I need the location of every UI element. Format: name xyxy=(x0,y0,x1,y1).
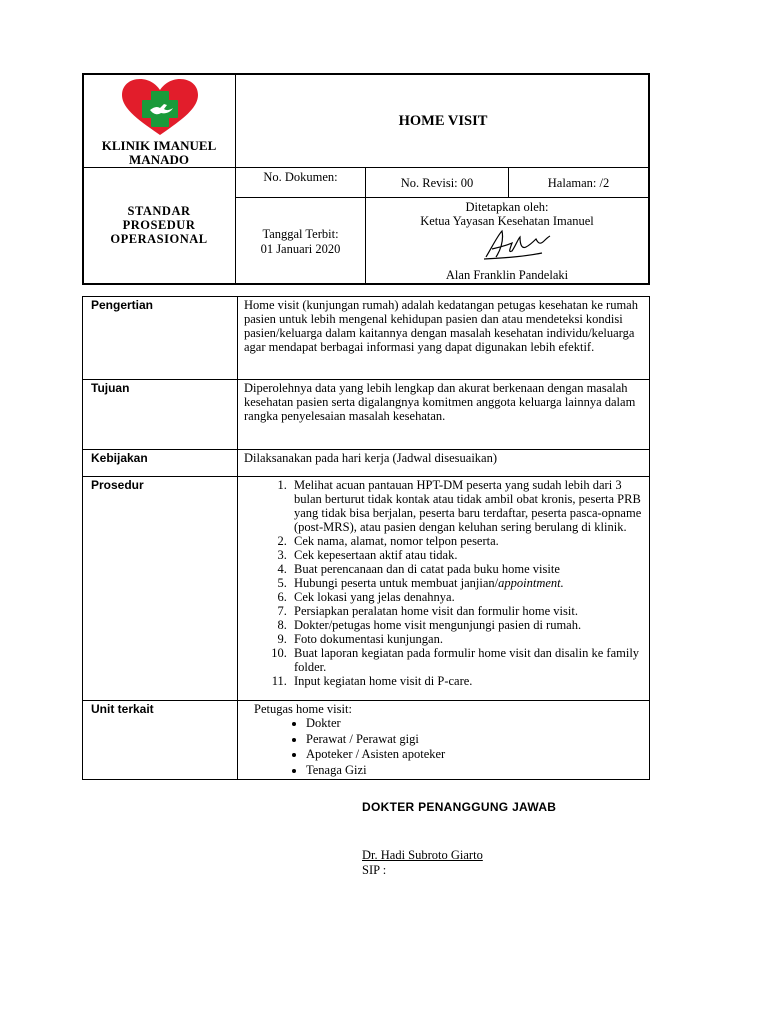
section-label-unit-terkait: Unit terkait xyxy=(83,701,238,780)
section-text-pengertian: Home visit (kunjungan rumah) adalah kedatangan petugas kesehatan ke rumah pasien untuk lebih mengenal kehidupan pasien dan atau mendeteksi kondisi pasien/keluarga dalam kaitannya dengan masalah kesehatan individu/keluarga agar mendapat berbagai informasi yang dapat digunakan lebih efektif. xyxy=(238,297,650,380)
unit-intro: Petugas home visit: xyxy=(254,702,352,716)
section-label-pengertian: Pengertian xyxy=(83,297,238,380)
step-text: Hubungi peserta untuk membuat janjian/ xyxy=(294,576,499,590)
list-item: 1. Melihat acuan pantauan HPT-DM peserta yang sudah lebih dari 3 bulan berturut tidak kontak atau tidak ambil obat kronis, peserta PRB yang tidak bisa berjalan, peserta baru terdaftar, peserta pasca-opname (post-MRS), atau pasien dengan keluhan sering berulang di klinik. xyxy=(290,478,643,534)
doctor-name: Dr. Hadi Subroto Giarto xyxy=(362,848,483,862)
list-item: 3. Cek kepesertaan aktif atau tidak. xyxy=(290,548,643,562)
clinic-name-line1: KLINIK IMANUEL xyxy=(101,138,217,153)
list-item: 11. Input kegiatan home visit di P-care. xyxy=(290,674,643,688)
section-unit-terkait xyxy=(238,701,650,780)
signer-name: Alan Franklin Pandelaki xyxy=(445,268,569,282)
tanggal-terbit-value: 01 Januari 2020 xyxy=(260,242,341,256)
table-row xyxy=(83,297,650,380)
unit-list xyxy=(244,716,643,778)
sop-content-table xyxy=(82,296,650,780)
list-item: • Dokter xyxy=(306,716,643,732)
no-dokumen-label: No. Dokumen: xyxy=(263,170,338,184)
list-item: • Perawat / Perawat gigi xyxy=(306,732,643,748)
ditetapkan-label: Ditetapkan oleh: xyxy=(465,200,549,214)
section-label-prosedur: Prosedur xyxy=(83,477,238,701)
document-header xyxy=(82,73,650,285)
footer-title: DOKTER PENANGGUNG JAWAB xyxy=(362,800,557,814)
list-item xyxy=(290,576,643,590)
list-item: 7. Persiapkan peralatan home visit dan formulir home visit. xyxy=(290,604,643,618)
header-row-divider-2 xyxy=(236,197,648,198)
list-item: 2. Cek nama, alamat, nomor telpon peserta. xyxy=(290,534,643,548)
clinic-logo xyxy=(120,79,200,137)
table-row xyxy=(83,701,650,780)
no-revisi: No. Revisi: 00 xyxy=(400,176,474,190)
list-item: • Apoteker / Asisten apoteker xyxy=(306,747,643,763)
table-row xyxy=(83,380,650,450)
section-label-tujuan: Tujuan xyxy=(83,380,238,450)
ketua-yayasan: Ketua Yayasan Kesehatan Imanuel xyxy=(420,214,594,228)
section-text-tujuan: Diperolehnya data yang lebih lengkap dan akurat berkenaan dengan masalah kesehatan pasien serta digalangnya komitmen anggota keluarga lainnya dalam rangka penyelesaian masalah kesehatan. xyxy=(238,380,650,450)
page-title: HOME VISIT xyxy=(398,113,488,129)
sop-line1: STANDAR xyxy=(127,204,191,218)
list-item: 4. Buat perencanaan dan di catat pada buku home visite xyxy=(290,562,643,576)
list-item: 9. Foto dokumentasi kunjungan. xyxy=(290,632,643,646)
list-item: 8. Dokter/petugas home visit mengunjungi pasien di rumah. xyxy=(290,618,643,632)
step-italic-text: appointment. xyxy=(498,576,564,590)
list-item: 10. Buat laporan kegiatan pada formulir home visit dan disalin ke family folder. xyxy=(290,646,643,674)
procedure-steps xyxy=(244,478,643,688)
halaman: Halaman: /2 xyxy=(547,176,610,190)
sop-line2: PROSEDUR xyxy=(122,218,196,232)
table-row xyxy=(83,477,650,701)
header-row-divider xyxy=(84,167,648,168)
signature-image xyxy=(482,227,552,263)
table-row xyxy=(83,450,650,477)
clinic-name-line2: MANADO xyxy=(129,152,189,167)
section-label-kebijakan: Kebijakan xyxy=(83,450,238,477)
tanggal-terbit-label: Tanggal Terbit: xyxy=(262,227,339,241)
list-item: • Tenaga Gizi xyxy=(306,763,643,779)
section-prosedur xyxy=(238,477,650,701)
sip-label: SIP : xyxy=(362,863,387,877)
sop-line3: OPERASIONAL xyxy=(110,232,208,246)
section-text-kebijakan: Dilaksanakan pada hari kerja (Jadwal disesuaikan) xyxy=(238,450,650,477)
list-item: 6. Cek lokasi yang jelas denahnya. xyxy=(290,590,643,604)
